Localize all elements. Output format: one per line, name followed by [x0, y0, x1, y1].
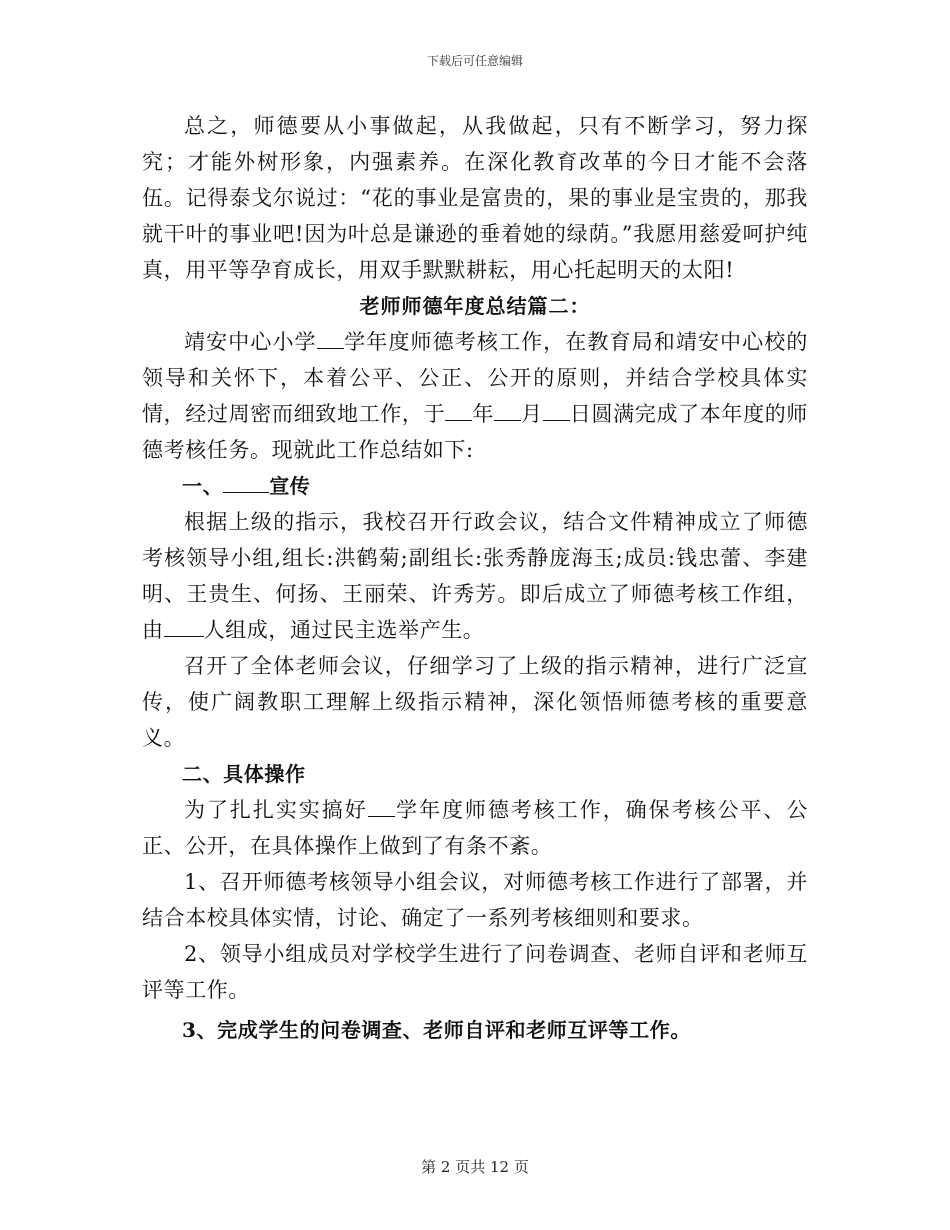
text-fragment: 靖安中心小学: [184, 330, 317, 354]
text-fragment: 为了扎扎实实搞好: [184, 798, 368, 822]
text-fragment: 根据上级的指示，我校召开行政会议，结合文件精神成立了师德考核领导小组,组长:洪鹤菊;副组长:张秀静庞海玉;成员:钱忠蕾、李建明、王贵生、何扬、王丽荣、许秀芳。即后成立了师德考核工作组，由: [142, 510, 808, 642]
paragraph-step-2: 2、领导小组成员对学校学生进行了问卷调查、老师自评和老师互评等工作。: [142, 942, 808, 1002]
blank-underline: [494, 420, 521, 421]
text-fragment: 日圆满完成了本年度的师德考核任务。现就此工作总结如下:: [142, 402, 809, 462]
text-fragment: 人组成，通过民主选举产生。: [203, 618, 485, 642]
blank-underline: [164, 636, 204, 637]
page-footer: 第 2 页共 12 页: [421, 1158, 529, 1176]
blank-underline: [445, 420, 472, 421]
document-body: [142, 108, 808, 1048]
text-fragment: 学年度师德考核工作，确保考核公平、公正、公开，在具体操作上做到了有条不紊。: [142, 798, 808, 858]
text-fragment: 月: [521, 402, 543, 426]
paragraph-group-setup: [142, 504, 808, 648]
paragraph-step-1: 1、召开师德考核领导小组会议，对师德考核工作进行了部署，并结合本校具体实情，讨论、确定了一系列考核细则和要求。: [142, 870, 808, 930]
heading-step-3: 3、完成学生的问卷调查、老师自评和老师互评等工作。: [182, 1018, 691, 1042]
heading-label: 宣传: [269, 474, 311, 498]
section-title: 老师师德年度总结篇二：: [359, 294, 591, 318]
blank-underline: [223, 492, 269, 493]
paragraph-intro: [142, 324, 808, 468]
heading-publicity: [142, 468, 808, 504]
text-fragment: 年: [472, 402, 494, 426]
blank-underline: [317, 348, 344, 349]
page-header: 下载后可任意编辑: [426, 54, 523, 68]
heading-operation: 二、具体操作: [182, 762, 306, 786]
text-fragment: 学年度师德考核工作，在教育局和靖安中心校的领导和关怀下，本着公平、公正、公开的原则，并结合学校具体实情，经过周密而细致地工作，于: [142, 330, 808, 426]
paragraph-operation-intro: [142, 792, 808, 864]
blank-underline: [368, 816, 395, 817]
heading-number: 一、: [182, 474, 224, 498]
paragraph-meeting: 召开了全体老师会议，仔细学习了上级的指示精神，进行广泛宣传，使广阔教职工理解上级指示精神，深化领悟师德考核的重要意义。: [142, 654, 808, 750]
paragraph-conclusion: 总之，师德要从小事做起，从我做起，只有不断学习，努力探究；才能外树形象，内强素养。在深化教育改革的今日才能不会落伍。记得泰戈尔说过：“花的事业是富贵的，果的事业是宝贵的，那我就干叶的事业吧!因为叶总是谦逊的垂着她的绿荫。”我愿用慈爱呵护纯真，用平等孕育成长，用双手默默耕耘，用心托起明天的太阳!: [142, 114, 808, 282]
blank-underline: [543, 420, 570, 421]
